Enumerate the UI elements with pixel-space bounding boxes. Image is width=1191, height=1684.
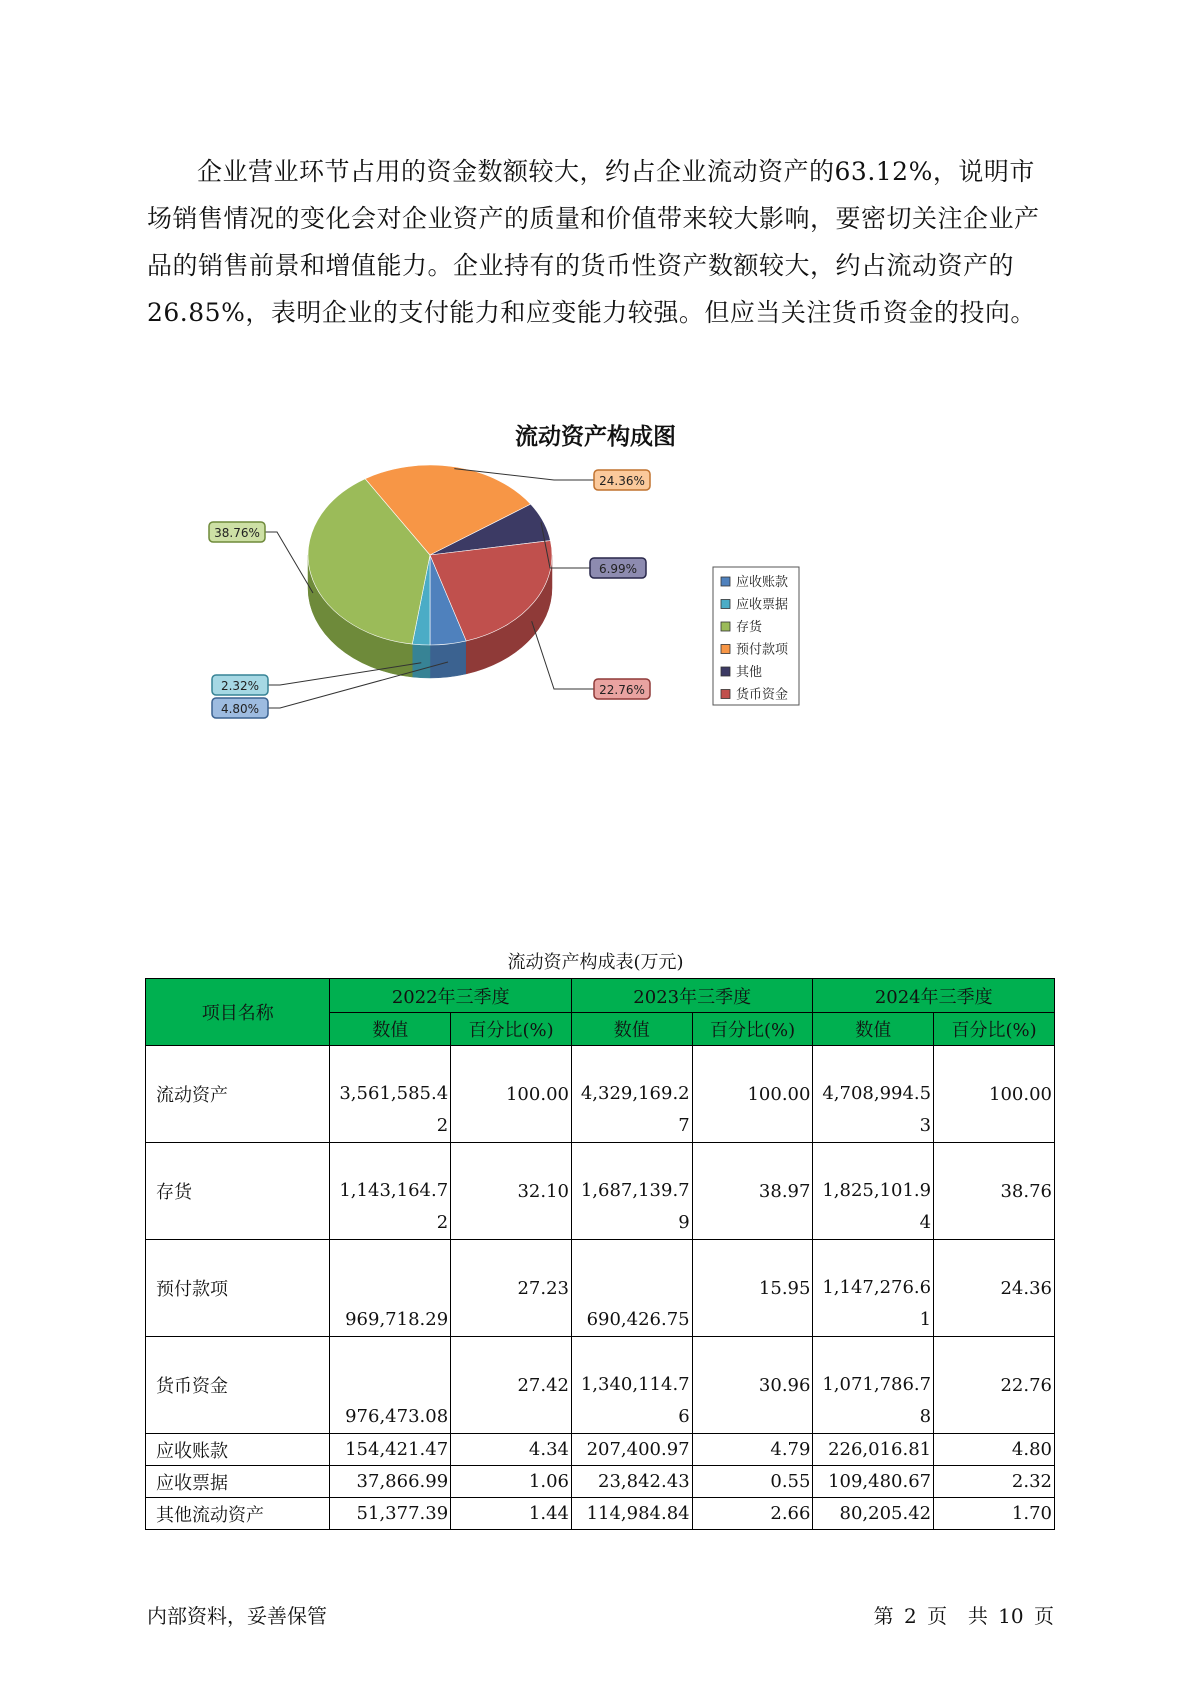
cell-value: 3,561,585.42 <box>330 1046 451 1143</box>
cell-percent: 24.36 <box>934 1240 1055 1337</box>
pie-side <box>412 644 430 678</box>
legend-swatch <box>721 667 730 676</box>
legend-swatch <box>721 645 730 654</box>
cell-percent: 1.70 <box>934 1498 1055 1530</box>
cell-percent: 27.42 <box>451 1337 572 1434</box>
table-row <box>146 1046 1055 1143</box>
cell-percent: 22.76 <box>934 1337 1055 1434</box>
cell-value: 23,842.43 <box>571 1466 692 1498</box>
header-value: 数值 <box>330 1013 451 1046</box>
table-row <box>146 1498 1055 1530</box>
cell-value: 109,480.67 <box>813 1466 934 1498</box>
slice-percent-label: 24.36% <box>599 474 645 488</box>
cell-percent: 100.00 <box>451 1046 572 1143</box>
cell-percent: 27.23 <box>451 1240 572 1337</box>
legend-swatch <box>721 600 730 609</box>
header-pct: 百分比(%) <box>451 1013 572 1046</box>
cell-percent: 100.00 <box>934 1046 1055 1143</box>
cell-value: 154,421.47 <box>330 1434 451 1466</box>
header-period-2024: 2024年三季度 <box>813 979 1055 1013</box>
cell-percent: 2.32 <box>934 1466 1055 1498</box>
row-name: 应收票据 <box>146 1466 330 1498</box>
slice-percent-label: 4.80% <box>220 702 260 716</box>
cell-value: 976,473.08 <box>330 1337 451 1434</box>
body-paragraph <box>147 148 1047 336</box>
legend-entry: 应收票据 <box>736 597 789 613</box>
row-name: 预付款项 <box>146 1240 330 1337</box>
pie-data-label <box>212 663 421 695</box>
cell-percent: 38.76 <box>934 1143 1055 1240</box>
leader-line <box>532 621 594 689</box>
cell-percent: 2.66 <box>692 1498 813 1530</box>
cell-value: 1,825,101.94 <box>813 1143 934 1240</box>
chart-title: 流动资产构成图 <box>515 424 676 450</box>
cell-value: 114,984.84 <box>571 1498 692 1530</box>
cell-value: 80,205.42 <box>813 1498 934 1530</box>
legend-entry: 其他 <box>736 665 763 680</box>
cell-value: 1,340,114.76 <box>571 1337 692 1434</box>
cell-value: 51,377.39 <box>330 1498 451 1530</box>
cell-value: 37,866.99 <box>330 1466 451 1498</box>
footer-confidential: 内部资料，妥善保管 <box>147 1604 327 1628</box>
cell-value: 1,143,164.72 <box>330 1143 451 1240</box>
cell-percent: 30.96 <box>692 1337 813 1434</box>
header-value: 数值 <box>813 1013 934 1046</box>
row-name: 其他流动资产 <box>146 1498 330 1530</box>
legend-entry: 货币资金 <box>736 687 789 703</box>
cell-percent: 4.79 <box>692 1434 813 1466</box>
cell-value: 1,147,276.61 <box>813 1240 934 1337</box>
footer-page-number: 第 2 页 共 10 页 <box>873 1604 1054 1628</box>
table-row <box>146 1143 1055 1240</box>
cell-percent: 4.34 <box>451 1434 572 1466</box>
legend-swatch <box>721 690 730 699</box>
legend <box>713 567 799 705</box>
header-item-name: 项目名称 <box>146 979 330 1046</box>
header-pct: 百分比(%) <box>692 1013 813 1046</box>
cell-value: 690,426.75 <box>571 1240 692 1337</box>
header-value: 数值 <box>571 1013 692 1046</box>
slice-percent-label: 6.99% <box>598 562 638 576</box>
cell-value: 969,718.29 <box>330 1240 451 1337</box>
pie-data-label <box>209 522 313 593</box>
pie-chart <box>0 405 1191 735</box>
table-row <box>146 1240 1055 1337</box>
cell-value: 4,329,169.27 <box>571 1046 692 1143</box>
current-assets-table <box>145 978 1055 1530</box>
table-row <box>146 1337 1055 1434</box>
legend-entry: 存货 <box>736 620 763 635</box>
paragraph-text: 企业营业环节占用的资金数额较大，约占企业流动资产的63.12%，说明市场销售情况的变化会对企业资产的质量和价值带来较大影响，要密切关注企业产品的销售前景和增值能力。企业持有的货币性资产数额较大，约占流动资产的26.85%，表明企业的支付能力和应变能力较强。但应当关注货币资金的投向。 <box>147 157 1040 327</box>
row-name: 应收账款 <box>146 1434 330 1466</box>
row-name: 流动资产 <box>146 1046 330 1143</box>
slice-percent-label: 38.76% <box>214 526 260 540</box>
cell-percent: 100.00 <box>692 1046 813 1143</box>
leader-line <box>268 662 448 708</box>
header-period-2023: 2023年三季度 <box>571 979 812 1013</box>
cell-percent: 4.80 <box>934 1434 1055 1466</box>
row-name: 货币资金 <box>146 1337 330 1434</box>
table-row <box>146 1434 1055 1466</box>
row-name: 存货 <box>146 1143 330 1240</box>
cell-percent: 32.10 <box>451 1143 572 1240</box>
legend-entry: 预付款项 <box>736 642 789 658</box>
cell-value: 207,400.97 <box>571 1434 692 1466</box>
cell-percent: 1.06 <box>451 1466 572 1498</box>
table-caption: 流动资产构成表(万元) <box>507 952 684 973</box>
table-row <box>146 1466 1055 1498</box>
legend-entry: 应收账款 <box>736 575 789 590</box>
slice-percent-label: 2.32% <box>220 679 260 693</box>
legend-swatch <box>721 622 730 631</box>
pie-side <box>430 641 466 678</box>
cell-value: 4,708,994.53 <box>813 1046 934 1143</box>
cell-value: 1,071,786.78 <box>813 1337 934 1434</box>
leader-line <box>265 532 313 593</box>
cell-percent: 15.95 <box>692 1240 813 1337</box>
header-pct: 百分比(%) <box>934 1013 1055 1046</box>
cell-percent: 0.55 <box>692 1466 813 1498</box>
legend-swatch <box>721 577 730 586</box>
pie-data-label <box>541 522 646 578</box>
cell-percent: 38.97 <box>692 1143 813 1240</box>
pie-data-label <box>532 621 650 699</box>
cell-value: 226,016.81 <box>813 1434 934 1466</box>
slice-percent-label: 22.76% <box>599 683 645 697</box>
cell-percent: 1.44 <box>451 1498 572 1530</box>
header-period-2022: 2022年三季度 <box>330 979 571 1013</box>
cell-value: 1,687,139.79 <box>571 1143 692 1240</box>
